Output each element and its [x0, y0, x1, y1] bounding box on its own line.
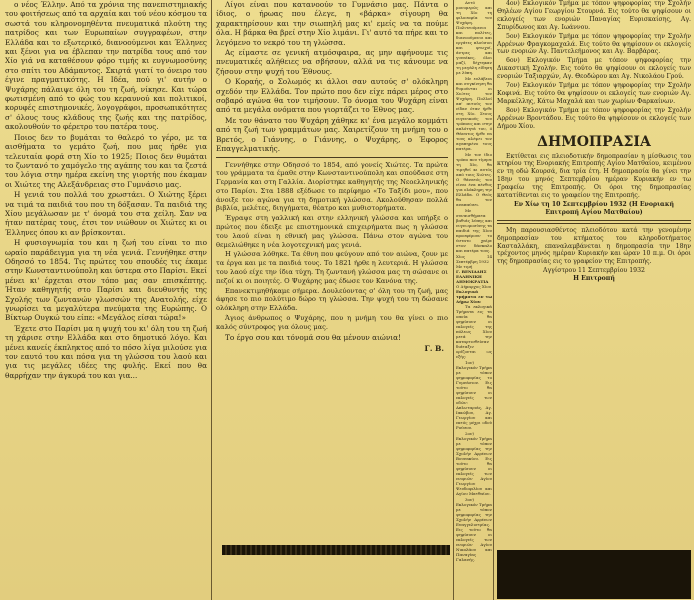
paragraph: Ποιος δεν το βυμάται το θαλερό το γέρο, με τα αισθήματα το γεμάτο ζωή, που μας ήρθε για τελευταία φορά στη Χίο το 1925; Ποιος δεν θυμάται το ζωντανό το χαμόγελο της αγάπης του και τα ζεστά του λόγια στην ημέρα εκείνη της γιορτής που έκαμαν οι Χιώτες της Αλεξάνδρειας στο Γυμνάσιο μας.	[5, 132, 207, 189]
notice-item: 2ον) Εκλογικόν Τμήμα με τόπον ψηφοφορίας την Σχολήν Αρρένων Βουνακίου. Εις τούτο θα ψηφίσουν οι εκλογείς των ενοριών Αγίου Γεωργίου Ψευδοφιλίου και Αγίου Ματθαίου.	[456, 431, 492, 496]
notice-item: 3ον) Εκλογικόν Τμήμα με τόπον ψηφοφορίας την Σχολήν Αρρένων Ευαγγελιστρίας. Εις τούτο θα ψηφίσουν οι εκλογείς των ενοριών Αγίου Νικολάου και Παναγίας Γαλανής.	[456, 497, 492, 562]
paragraph: 5ον) Εκλογικόν Τμήμα με τόπον ψηφοφορίας την Σχολήν Αρρένων Φραγκομαχαλά. Εις τούτο θα ψηφίσουν οι εκλογείς των ενοριών Αγ. Παντελεήμονος και Αγ. Βαρβάρας.	[497, 32, 691, 56]
paragraph: Η γενιά του πολλά του χρωστάει. Ο Χιώτης ξέρει να τιμά τα παιδιά του που τη δόξασαν. Τα παιδιά της Χίου μεγάλωσαν με τ' όνομά του στα χείλη. Σαν να ήταν πατέρας τους, έτσι τον νιώθουν οι Χιώτες κι οι Έλληνες όπου κι αν βρίσκονται.	[5, 190, 207, 237]
column-4	[497, 0, 691, 600]
paragraph: Με τον ίδιο τρόπο που τίμησε τη Χίο, θα τιμηθεί κι αυτός από τους Χιώτες. Ο θάνατός του είναι ένα πένθος για ολόκληρη την Ελλάδα. Ο Θεός θα τον αναπαύσει.	[456, 152, 492, 207]
wedding-announcement-header	[497, 550, 691, 599]
column-3-notice-visible	[456, 0, 492, 600]
paragraph: 4ον) Εκλογικόν Τμήμα με τόπον ψηφοφορίας την Σχολήν Θηλέων Αγίου Γεωργίου Στουρνά. Εις τούτο θα ψηφίσουν οι εκλογείς των ενοριών Παναγίας Ευρισκαίσης, Αγ. Σπυρίδωνος και Αγ. Ιωάννου.	[497, 0, 691, 31]
paragraph: 8ον) Εκλογικόν Τμήμα με τόπον ψηφοφορίας την Σχολήν Αρρένων Βροντάδου. Εις τούτο θα ψηφίσουν οι εκλογείς των Δήμου Χίου.	[497, 106, 691, 130]
paragraph: Με ευλάβεια και συγκίνηση θα θυμούνται οι Χιώτες τον Ψυχάρη. Πολλοί απ' αυτούς τον είδαν όταν ήρθε στη Χίο. Στους ευγενικούς του τρόπους και στην απλότητά του, ό Θάνατος ήρθε να τους κλέψει τον αγαπημένο τους πατέρα.	[456, 76, 492, 151]
paragraph: Λίγοι είναι που κατανοούν το Γυμνάσιο μας. Πάντα ο ίδιος, ο ήρωας που έλεγε, η «βάρκα» σίγουρη θα χαρακτηρίσουν και την σιωπηλή μας κι' εμείς να τα πούμε όλα. Η βάρκα θα βρεί στην Χίο λιμάνι. Γι' αυτό τα πήρε και το λεγόμενο το νεκρό του τη γλώσσα.	[216, 0, 448, 47]
column-1-body	[5, 0, 207, 380]
notice-item: Τα εκλογικά Τμήματα εις τα οποία θα ψηφίσουν οι εκλογείς της πόλεως Χίου μετά την καταρτισθείσαν διάταξιν ορίζονται ως εξής:	[456, 304, 492, 359]
divider	[216, 157, 448, 158]
paragraph: Έγραψε στη γαλλική και στην ελληνική γλώσσα και υπήρξε ο πρώτος που έδειξε με επιστημονικά επιχειρήματα πως η γλώσσα του λαού είναι η εθνική μας γλώσσα. Πάνω στον αγώνα του θεμελιώθηκε η νέα λογοτεχνική μας γενιά.	[216, 214, 448, 249]
paragraph: Γεννήθηκε στην Οδησσό το 1854, από γονείς Χιώτες. Τα πρώτα του γράμματα τα έμαθε στην Κωνσταντινούπολη και σπούδασε στη Γερμανία και στη Γαλλία. Διορίστηκε καθηγητής της Νεοελληνικής στο Παρίσι. Στα 1888 εξέδωσε το περίφημο «Το Ταξίδι μου», που άνοιξε τον αγώνα για τη δημοτική γλώσσα. Ακολούθησαν πολλά βιβλία, μελέτες, διηγήματα, θέατρο και μυθιστορήματα.	[216, 160, 448, 213]
paragraph: Έχετε στο Παρίσι μα η ψυχή του κι' όλη του τη ζωή τη χάρισε στην Ελλάδα και στο δημοτικό λόγο. Και μένει κανείς έκπληκτος από το πόσο λίγα μιλούσε για τον εαυτό του και πόσα για τη γλώσσα του λαού και για τις μεγάλες ιδέες της φυλής. Εκεί που θα θαρρήχαν την άγκυρά του και για...	[5, 323, 207, 380]
closing-line: Το έργο σου και τόνομά σου θα μένουν αιώνια!	[225, 332, 401, 342]
divider	[497, 220, 691, 224]
paragraph: Ας είμαστε σε γενική ατμόσφαιρα, ας μην αφήνουμε τις πνευματικές αλήθειες να σβήσουν, αλλά να τις κάνουμε να ζήσουν στην ψυχή του Έθνους.	[216, 48, 448, 76]
column-2-small	[216, 161, 448, 332]
paragraph: 6ον) Εκλογικόν Τμήμα με τόπον ψηφοφορίας την Δικαστική Σχολήν. Εις τούτο θα ψηφίσουν οι εκλογείς των ενοριών Ταξιαρχών, Αγ. Θεοδώρου και Αγ. Νικολάου Γρού.	[497, 57, 691, 81]
notice-item: 1ον) Εκλογικόν Τμήμα με τόπον ψηφοφορίας το Γυμνάσιον. Εις τούτο θα ψηφίσουν οι εκλογείς των οδών: Απλωταριάς, Αγ. Ιακώβου, Αγ. Γεωργίου και εκτός μέχρι οδού Ρούσου.	[456, 360, 492, 430]
honor-line: Με τιμή	[456, 264, 473, 269]
paragraph: ο νέος Έλλην. Από τα χρόνια της πανεπιστημιακής του φοιτήσεως από τα αρχαία και τού νέου κόσμου τα σωστά του κληρονομηθέντα πνευματικά πλούτη της πατρίδος και των Ευρωπαίων συγγραφέων, στην Ελλάδα και το εξωτερικό, διανοούμενοι και Έλληνες και ξένοι για να έβλεπαν την πατρίδα τους από τον Χίο γιά να καταθέσουν φόρο τιμής κι ευγνωμοσύνης στο σπίτι του Αδάμαντος. Σκιρτά γιατί το όνειρο του έγινε πραγματικότης. Η Ιδέα, πού γι' αυτήν ο Ψυχάρης πάλαιψε όλη του τη ζωή, νίκησε. Και τώρα φωτισμένη από το φώς του κεραυνού και πολιτικοί, κορυφές επιστημονικές, λογογράφοι, προσωπικότητες σ' όλους τους κλάδους της ζωής και της πατρίδος, ακολουθούν το φέρετρο του πατέρα τους.	[5, 0, 207, 132]
second-notice-date: Αγγίστρου 11 Σεπτεμβρίου 1932	[542, 267, 645, 275]
paragraph: Ο Κοραής, ο Σολωμός κι άλλοι σαν αυτούς σ' ολόκληρη σχεδόν την Ελλάδα. Τον πρώτο που δεν είχε πάρει μέρος στο σοβαρό αγώνα θα τον τιμήσουν. Το όνομα του Ψυχάρη είναι από τα μεγάλα ονόματα που γιορτάζει το Έθνος μας.	[216, 77, 448, 115]
column-3-text	[456, 0, 492, 562]
column-divider	[453, 0, 454, 600]
column-divider	[211, 0, 212, 600]
column-divider	[493, 0, 494, 600]
paragraph: Αυτό μονομερώς και τη Χίο τη φιλοσοφία του Ψυχάρη. Πολιτευόμενοι και πολίτες, διανοούμενοι και εργάτες πλούσιοι και φτωχοί, άντρες και γυναίκες, όλοι μαζί, δέχτηκαν τη μεγάλη είδηση με λύπη.	[456, 0, 492, 75]
paragraph: Με τον θάνατο του Ψυχάρη χάθηκε κι' ένα μεγάλο κομμάτι από τη ζωή των γραμμάτων μας. Χαιρετίζουν τη μνήμη του ο Βρετός, ο Γιάννης, ο Γιάννης, ο Ψυχάρης, ο Έφορος Επαγγελματικής.	[216, 115, 448, 154]
paragraph: Η γλώσσα λόθηκε. Τα έθνη που φεύγουν από τον αιώνα, ζουν με τα έργα και με τα παιδιά τους. Το 1821 ήρθε η λευτεριά. Η γλώσσα του λαού είχε την ίδια τύχη. Τη ζωντανή γλώσσα μας τη σώσανε οι πεζοί κι οι ποιητές. Ο Ψυχάρης μας έδωσε τον Κανόνα της.	[216, 250, 448, 285]
column-2	[216, 0, 448, 600]
paragraph: Η φυσιογνωμία του και η ζωή του είναι το πιο ωραίο παράδειγμα για τη νέα γενιά. Γεννήθηκε στην Οδησσό το 1854. Τις πρώτες του σπουδές τις έκαμε στην Κωνσταντινούπολη και ύστερα στο Παρίσι. Εκεί μένει κι' έρχεται στον τόπο μας σαν επισκέπτης. Ήταν καθηγητής στο Παρίσι και διευθυντής της Σχολής των ζωντανών γλωσσών της Ανατολής, είχε γνωρίσει τα μεγαλύτερα πνεύματα της Ευρώπης. Ο Βίκτωρ Ουγκώ του είπε: «Μεγάλος είσαι τώρα!»	[5, 238, 207, 323]
column-1	[5, 0, 207, 600]
second-notice-signature: Η Επιτροπή	[573, 275, 615, 283]
dateline: Χίος 14 Σεπτέμβρη 1932	[456, 254, 492, 264]
decorative-banner	[222, 545, 450, 555]
paragraph: Επανεκτιμηθήκαμε σήμερα. Δουλεύοντας σ' όλη του τη ζωή, μας άφησε το πιο πολύτιμο δώρο τη γλώσσα. Την ψυχή του τη δώσανε ολόκληρη στην Ελλάδα.	[216, 286, 448, 313]
paragraph: Με συναισθήματα βαθιάς λύπης και ευγνωμοσύνης τα παιδιά της Χίου προσφέρουν το ύστατο χαίρε στον δάσκαλο και πατέρα τους.	[456, 208, 492, 253]
column-2-signature: Γ. Β.	[424, 344, 444, 354]
auction-text: Εκτίθεται εις πλειοδοτικήν δημοπρασίαν η μίσθωσις του κτηρίου της Ενοριακής Επιτροπής Αγίου Ματθαίου, κειμένου εν τη οδώ Κουρσά, δια τρία έτη. Η δημοπρασία θα γίνει την 18ην του μηνός Σεπτεμβρίου ημέραν Κυριακήν εν τω Γραφείω της Επιτροπής. Οι όροι της δημοπρασίας κατατίθενται εις το γραφείον της Επιτροπής.	[497, 152, 691, 200]
auction-title: ΔΗΜΟΠΡΑΣΙΑ	[537, 133, 651, 150]
notice-title: Εκλογικά τμήματα εν τω Δήμω Χίου	[456, 289, 492, 304]
column-3-signature: Γ. ΒΕΝΙΑΔΗΣ	[456, 269, 487, 274]
notice-subheader: Ο Δήμαρχος Χίου	[456, 284, 492, 289]
column-2-top	[216, 0, 448, 154]
auction-signature: Εν Χίω τη 10 Σεπτεμβρίου 1932 (Η Ενοριακή Επιτροπή Αγίου Ματθαίου)	[514, 200, 674, 216]
paragraph: 7ον) Εκλογικόν Τμήμα με τόπον ψηφοφορίας την Σχολήν Κοφινά. Εις τούτο θα ψηφίσουν οι εκλογείς των ενοριών Αγ. Μαρκέλλης, Κάτω Μαχαλά και των χωρίων Φαρκαίνων.	[497, 82, 691, 105]
notice-header: ΕΛΛΗΝΙΚΗ ΔΗΜΟΚΡΑΤΙΑ	[456, 274, 489, 284]
second-notice-text: Μη παρουσιασθέντος πλειοδότου κατά την γενομένην δημοπρασίαν του κτήματος του κληροδοτήματος Κασταλλάκη, επαναλαμβάνεται η δημοπρασία την 18ην τρέχοντος μηνός ημέραν Κυριακήν και ώραν 10 π.μ. Οι όροι της δημοπρασίας εις το γραφείον της Επιτροπής.	[497, 226, 691, 266]
paragraph: Άγιος άνθρωπος ο Ψυχάρης, που η μνήμη του θα γίνει ο πιο καλός σύντροφος για όλους μας.	[216, 314, 448, 331]
column-4-text	[497, 0, 691, 283]
